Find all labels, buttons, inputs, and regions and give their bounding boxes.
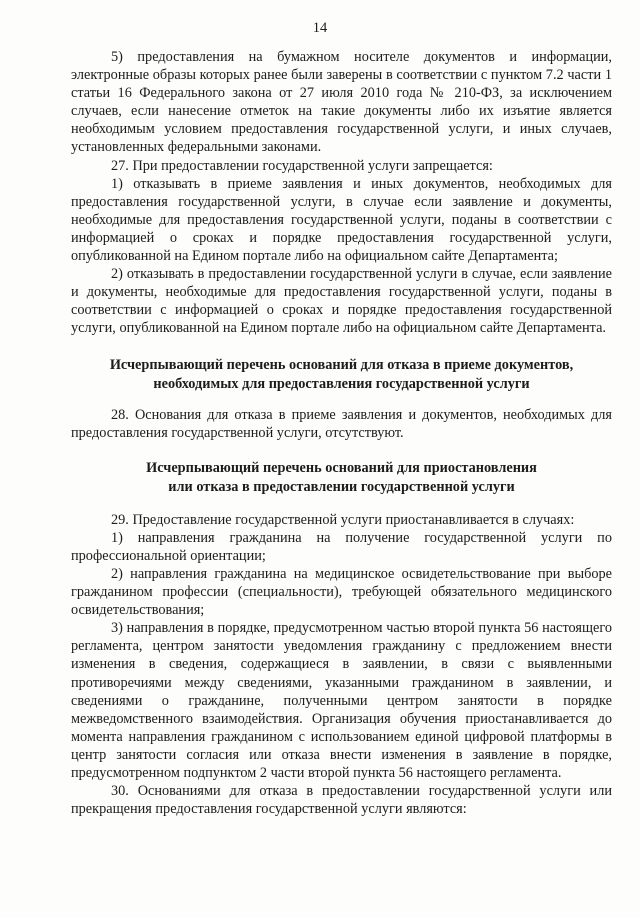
paragraph-30: 30. Основаниями для отказа в предоставлении государственной услуги или прекращения предоставления государственной услуги являются:: [71, 783, 612, 818]
paragraph-29-item-3: 3) направления в порядке, предусмотренном частью второй пункта 56 настоящего регламента, центром занятости уведомления гражданину с предложением внести изменения в сведения, содержащиеся в заявлении, в связи с выявленными противоречиями между сведениями, указанными гражданином в заявлении, и сведениями о гражданине, полученными центром занятости в порядке межведомственного взаимодействия. Организация обучения приостанавливается до момента направления гражданином с использованием единой цифровой платформы в центр занятости согласия или отказа внести изменения в заявление в порядке, предусмотренном подпунктом 2 части второй пункта 56 настоящего регламента.: [71, 620, 612, 781]
paragraph-29-item-2: 2) направления гражданина на медицинское освидетельствование при выборе гражданином профессии (специальности), требующей обязательного медицинского освидетельствования;: [71, 565, 612, 619]
page-number: 14: [312, 20, 328, 36]
heading-line: Исчерпывающий перечень оснований для приостановления: [146, 459, 537, 476]
paragraph-29: 29. Предоставление государственной услуги приостанавливается в случаях:: [111, 511, 575, 528]
paragraph-27-item-1: 1) отказывать в приеме заявления и иных документов, необходимых для предоставления государственной услуги, в случае если заявление и документы, необходимые для предоставления государственной услуги, поданы в соответствии с информацией о сроках и порядке предоставления государственной услуги, опубликованной на Едином портале либо на официальном сайте Департамента;: [71, 175, 612, 265]
heading-line: или отказа в предоставлении государственной услуги: [168, 478, 515, 495]
section-heading-suspension: [71, 459, 612, 497]
paragraph-28: 28. Основания для отказа в приеме заявления и документов, необходимых для предоставления государственной услуги, отсутствуют.: [71, 406, 612, 441]
paragraph-27: 27. При предоставлении государственной услуги запрещается:: [111, 157, 493, 174]
heading-line: необходимых для предоставления государственной услуги: [153, 375, 530, 392]
document-body: [71, 48, 612, 818]
paragraph-29-item-1: 1) направления гражданина на получение государственной услуги по профессиональной ориентации;: [71, 529, 612, 564]
paragraph-27-item-2: 2) отказывать в предоставлении государственной услуги в случае, если заявление и документы, необходимые для предоставления государственной услуги, поданы в соответствии с информацией о сроках и порядке предоставления государственной услуги, опубликованной на Едином портале либо на официальном сайте Департамента.: [71, 266, 612, 337]
paragraph-item-5: 5) предоставления на бумажном носителе документов и информации, электронные образы которых ранее были заверены в соответствии с пунктом 7.2 части 1 статьи 16 Федерального закона от 27 июля 2010 года № 210-ФЗ, за исключением случаев, если нанесение отметок на такие документы либо их изъятие является необходимым условием предоставления государственной услуги, и иных случаев, установленных федеральными законами.: [71, 49, 612, 156]
heading-line: Исчерпывающий перечень оснований для отказа в приеме документов,: [109, 356, 574, 373]
section-heading-refusal-documents: [71, 356, 612, 394]
